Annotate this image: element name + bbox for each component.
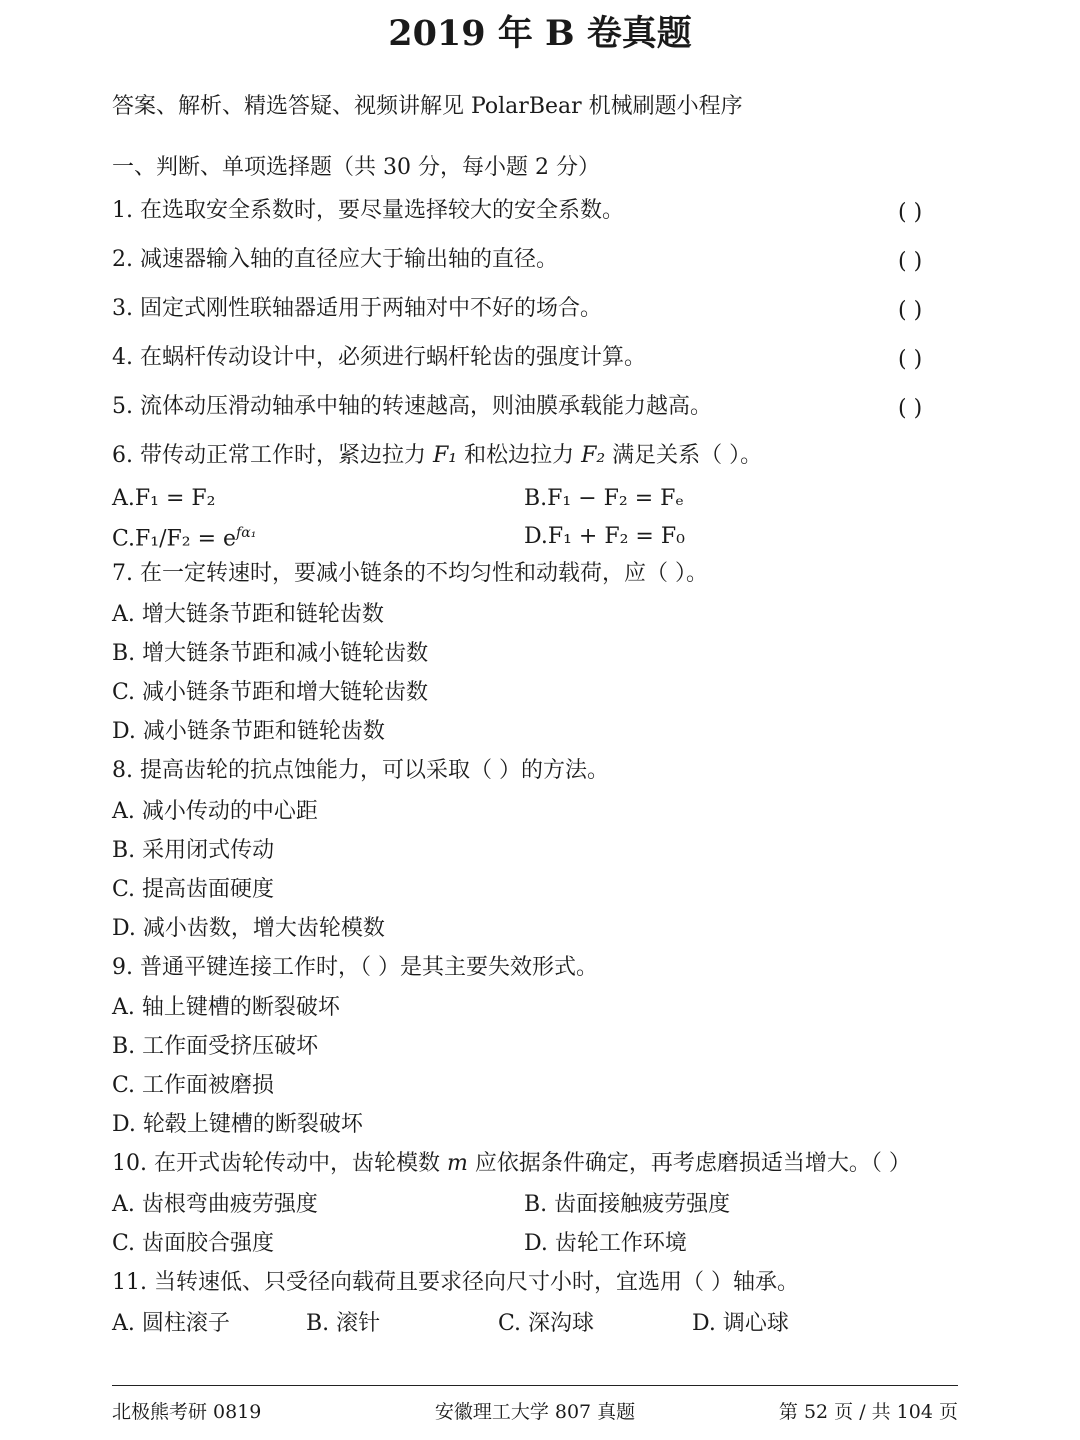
q11-option-b: B. 滚针 bbox=[306, 1311, 381, 1336]
question-6 bbox=[112, 445, 762, 467]
q6-option-b: B.F₁ − F₂ = Fₑ bbox=[524, 486, 684, 511]
q10-option-a: A. 齿根弯曲疲劳强度 bbox=[112, 1192, 318, 1217]
answer-blank-4: ( ) bbox=[898, 347, 923, 372]
question-8: 8. 提高齿轮的抗点蚀能力，可以采取（ ）的方法。 bbox=[112, 758, 609, 783]
answer-blank-5: ( ) bbox=[898, 396, 923, 421]
q11-option-d: D. 调心球 bbox=[692, 1311, 789, 1336]
q7-option-b: B. 增大链条节距和减小链轮齿数 bbox=[112, 641, 429, 666]
question-4: 4. 在蜗杆传动设计中，必须进行蜗杆轮齿的强度计算。 bbox=[112, 345, 646, 370]
q8-option-c: C. 提高齿面硬度 bbox=[112, 877, 275, 902]
q10-option-c: C. 齿面胶合强度 bbox=[112, 1231, 275, 1256]
footer-left: 北极熊考研 0819 bbox=[112, 1401, 262, 1423]
q6-option-c-base: C.F₁/F₂ = e bbox=[112, 526, 237, 552]
question-10-pre: 10. 在开式齿轮传动中，齿轮模数 bbox=[112, 1151, 447, 1176]
footer-page-number: 第 52 页 / 共 104 页 bbox=[778, 1401, 958, 1423]
question-9: 9. 普通平键连接工作时，（ ）是其主要失效形式。 bbox=[112, 955, 598, 980]
question-6-mid: 和松边拉力 bbox=[457, 443, 582, 468]
q10-option-d: D. 齿轮工作环境 bbox=[524, 1231, 687, 1256]
answer-blank-3: ( ) bbox=[898, 298, 923, 323]
footer-center: 安徽理工大学 807 真题 bbox=[434, 1401, 636, 1423]
question-3: 3. 固定式刚性联轴器适用于两轴对中不好的场合。 bbox=[112, 296, 602, 321]
page-title: 2019 年 B 卷真题 bbox=[388, 13, 692, 54]
q9-option-a: A. 轴上键槽的断裂破坏 bbox=[112, 995, 340, 1020]
q11-option-a: A. 圆柱滚子 bbox=[112, 1311, 230, 1336]
q9-option-c: C. 工作面被磨损 bbox=[112, 1073, 275, 1098]
q7-option-c: C. 减小链条节距和增大链轮齿数 bbox=[112, 680, 429, 705]
answer-blank-1: ( ) bbox=[898, 200, 923, 225]
section-heading: 一、判断、单项选择题（共 30 分，每小题 2 分） bbox=[112, 155, 600, 180]
q7-option-a: A. 增大链条节距和链轮齿数 bbox=[112, 602, 384, 627]
q6-option-c-exponent: fα₁ bbox=[236, 525, 257, 541]
question-5: 5. 流体动压滑动轴承中轴的转速越高，则油膜承载能力越高。 bbox=[112, 394, 712, 419]
question-6-post: 满足关系（ ）。 bbox=[605, 443, 763, 468]
question-11: 11. 当转速低、只受径向载荷且要求径向尺寸小时，宜选用（ ）轴承。 bbox=[112, 1270, 799, 1295]
q8-option-d: D. 减小齿数，增大齿轮模数 bbox=[112, 916, 385, 941]
question-10 bbox=[112, 1153, 911, 1175]
question-2: 2. 减速器输入轴的直径应大于输出轴的直径。 bbox=[112, 247, 558, 272]
q9-option-d: D. 轮毂上键槽的断裂破坏 bbox=[112, 1112, 363, 1137]
answer-blank-2: ( ) bbox=[898, 249, 923, 274]
q7-option-d: D. 减小链条节距和链轮齿数 bbox=[112, 719, 385, 744]
q11-option-c: C. 深沟球 bbox=[498, 1311, 595, 1336]
q8-option-b: B. 采用闭式传动 bbox=[112, 838, 275, 863]
q6-option-a: A.F₁ = F₂ bbox=[112, 486, 216, 511]
q10-option-b: B. 齿面接触疲劳强度 bbox=[524, 1192, 731, 1217]
question-1: 1. 在选取安全系数时，要尽量选择较大的安全系数。 bbox=[112, 198, 624, 223]
math-F1: F₁ bbox=[432, 443, 458, 468]
q9-option-b: B. 工作面受挤压破坏 bbox=[112, 1034, 319, 1059]
subtitle: 答案、解析、精选答疑、视频讲解见 PolarBear 机械刷题小程序 bbox=[112, 94, 743, 119]
footer-divider bbox=[112, 1385, 958, 1386]
math-m: m bbox=[446, 1151, 468, 1176]
q6-option-c bbox=[112, 526, 256, 550]
q8-option-a: A. 减小传动的中心距 bbox=[112, 799, 318, 824]
q6-option-d: D.F₁ + F₂ = F₀ bbox=[524, 524, 685, 549]
question-10-post: 应依据条件确定，再考虑磨损适当增大。（ ） bbox=[467, 1151, 911, 1176]
math-F2: F₂ bbox=[581, 443, 606, 468]
question-6-pre: 6. 带传动正常工作时，紧边拉力 bbox=[112, 443, 433, 468]
question-7: 7. 在一定转速时，要减小链条的不均匀性和动载荷，应（ ）。 bbox=[112, 561, 708, 586]
